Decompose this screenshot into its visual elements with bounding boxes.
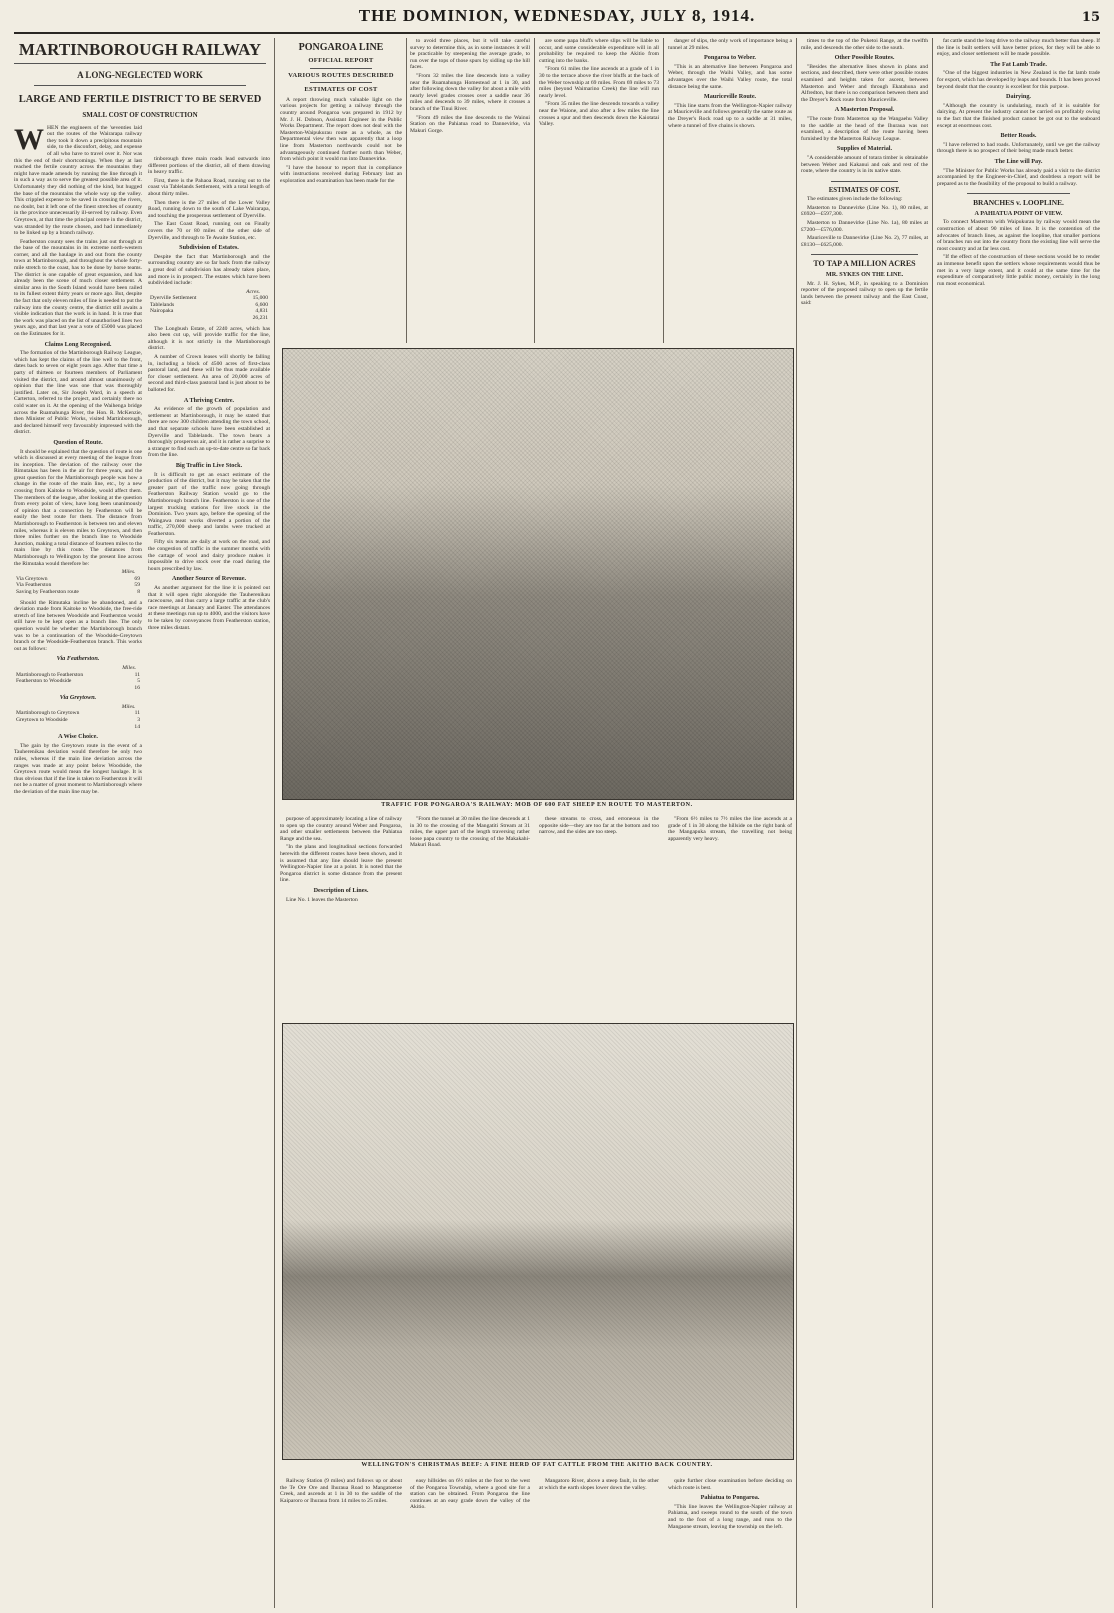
paragraph: The East Coast Road, running out on Finally covers the 70 or 80 miles of the other side of Dyerville, and through to Te Awaite Station, etc. (148, 221, 270, 241)
paragraph: are some papa bluffs where slips will be liable to occur, and some considerable expenditure will in all probability be required to keep the Akitio from cutting into the banks. (539, 38, 659, 64)
article-pongaroa-col6 (668, 38, 792, 338)
article-pongaroa-col7 (801, 38, 928, 1608)
paragraph: purpose of approximately locating a line of railway to open up the country around Weber and Pongaroa, and other smaller settlements between the Pahiatua Range and the sea. (280, 816, 402, 842)
article-pongaroa-mid4 (410, 816, 530, 1016)
deck-small-cost: SMALL COST OF CONSTRUCTION (82, 111, 198, 119)
column-rule (274, 38, 275, 1608)
paragraph: The formation of the Martinborough Railway League, which has kept the claims of the line well to the front, dates back to seven or eight years ago. After that time a party of thirteen or fourteen members of Parliament visited the district, and around almost unanimously of opinion that the line was one that was thoroughly justified. Later on, Sir Joseph Ward, in a speech at Carterton, referred to the project, and certainly there no cold water on it. At the opening of the Waihenga bridge across the Ruamahunga River, the Hon. R. McKenzie, then Minister of Public Works, visited Martinborough, and declared himself very favourably impressed with the district. (14, 350, 142, 436)
photo-cattle-herd (282, 1023, 794, 1460)
paragraph: A report throwing much valuable light on the various projects for getting a railway through the country around Pongaroa was prepared in 1912 by Mr. J. H. Dobson, Assistant Engineer in the Public Works Department. The report does not deal with the Masterton-Waipukurau route as a whole, as the Departmental view then was apparently that a loop line from Masterton northwards could not be advantageously continued further north than Weber, from which point it would run into Dannevirke. (280, 96, 402, 163)
estates-table: Acres. Dyerville Settlement 15,000 Tablelands 6,600 Nairopaka 4,831 26,231 (150, 288, 268, 322)
paragraph: "One of the biggest industries in New Zealand is the fat lamb trade for export, which has developed by leaps and bounds. It has been proved beyond doubt that the country is excellent for this purpose. (937, 70, 1100, 90)
paragraph: "If the effect of the construction of these sections would be to render an immense benefit upon the settlers whose requirements would thus be met in a very large extent, and it could at the same time for the expenditure of comparatively little public money, certainly in the long run most economical. (937, 254, 1100, 287)
paragraph: As evidence of the growth of population and settlement at Martinborough, it may be stated that there are now 300 children attending the town school, and that separate schools have been established at Dyerville and Tablelands. The town bears a thoroughly prosperous air, and it is rather a surprise to a stranger to find such an up-to-date centre so far back from the line. (148, 406, 270, 459)
column-rule (932, 38, 933, 1608)
deck-various-routes: VARIOUS ROUTES DESCRIBED (288, 71, 394, 79)
distance-table: Miles. Martinborough to Greytown 11 Greytown to Woodside 3 14 (16, 703, 140, 730)
deck-official-report: OFFICIAL REPORT (308, 57, 374, 64)
article-martinborough-col2 (148, 156, 270, 1608)
section-heading: Question of Route. (53, 438, 103, 446)
table-row: Greytown to Woodside 3 (16, 717, 140, 724)
paragraph: Featherston county sees the trains just out through at the base of the mountains in its extreme north-western corner, and all the haulage in and out from the county town at Martinborough, and throughout the whole forty-mile stretch to the coast, has to be done by horse teams. The district is one capable of great expansion, and has already been the scene of much closer settlement. A similar area in the South Island would have been railed to its fullest extent thirty years or more ago. But, despite the fact that only eleven miles of line is needed to put the railway into the county centre, the district still awaits a visible indication that the work is in hand. It is true that the work was placed on the list of unauthorised lines two years ago, and that last year a vote of £5000 was placed on the Estimates for it. (14, 238, 142, 337)
table-row: Nairopaka 4,831 (150, 308, 268, 315)
table-row: 14 (134, 723, 140, 730)
distance-table: Miles. Martinborough to Featherston 11 Featherston to Woodside 5 16 (16, 664, 140, 691)
paragraph: danger of slips, the only work of importance being a tunnel at 29 miles. (668, 38, 792, 51)
paragraph: "From 35 miles the line descends towards a valley near the Waione, and also after a few miles the line crosses a spur and then descends down the Kaiotatai Valley. (539, 101, 659, 128)
paragraph: A number of Crown leases will shortly be falling in, including a block of 4500 acres of first-class pastoral land, and these will be thus made available for closer settlement. An area of 20,000 acres of second and third-class pastoral land is just about to be balloted for. (148, 354, 270, 393)
table-title: Via Featherston. (56, 655, 100, 663)
paragraph: "The Minister for Public Works has already paid a visit to the district accompanied by the Engineer-in-Chief, and doubtless a report will be prepared as to the feasibility of the proposal to build a railway. (937, 167, 1100, 187)
paragraph: "I have referred to bad roads. Unfortunately, until we get the railway through there is no prospect of their being made much better. (937, 141, 1100, 155)
section-heading-estimates: ESTIMATES OF COST. (828, 186, 901, 194)
section-heading: Dairying. (1006, 93, 1031, 101)
paragraph: The Longbush Estate, of 2240 acres, which has also been cut up, will provide traffic for the line, although it is not strictly in the Martinborough district. (148, 325, 270, 352)
paragraph: As another argument for the line it is pointed out that it will open right alongside the Tauherenikau racecourse, and thus carry a large traffic at the club's race meetings at January and Easter. The attendances at these meetings run up to 4000, and the visitors have to be taken by conveyances from Featherston station, three miles distant. (148, 585, 270, 631)
paragraph: Despite the fact that Martinborough and the surrounding country are so far back from the railway a great deal of subdivision has already taken place, and more is in prospect. The estates which have been subdivided include: (148, 253, 270, 287)
paragraph: "I have the honour to report that in compliance with instructions received during February last an exploration and examination has been made for the (280, 164, 402, 184)
estimate-line: Masterton to Dannevirke (Line No. 1), 80 miles, at £6920—£597,300. (801, 204, 928, 218)
section-heading: Claims Long Recognised. (44, 340, 112, 348)
deck-large-fertile: LARGE AND FERTILE DISTRICT TO BE SERVED (18, 94, 262, 105)
paragraph: to avoid three places, but it will take careful survey to determine this, as in some instances it will be practicable by steepening the average grade, to run over the tops of those spurs by sidling up the hill faces. (410, 38, 530, 71)
table-row: 26,231 (252, 315, 268, 322)
paragraph: Railway Station (9 miles) and follows up or about the Te Ore Ore and Ihuraua Road to Mangatoetoe Creek, and ascends at 1 in 30 to the saddle of the Kaiparoro or Ihuraua from 14 miles to 25 miles. (280, 1478, 402, 1504)
table-row: Via Featherston 59 (16, 582, 140, 589)
section-heading: Mauriceville Route. (703, 93, 757, 101)
article-pongaroa-col5 (539, 38, 659, 338)
table-row: Martinborough to Greytown 11 (16, 710, 140, 717)
paragraph: Then there is the 27 miles of the Lower Valley Road, running down to the south of Lake Wairarapa, and touching the prosperous settlement of Dyerville. (148, 199, 270, 219)
paragraph: "Besides the alternative lines shown in plans and sections, and described, there were other possible routes examined and heights taken for ascent, between Masterton and Weber and through Ekatahuna and Alfredton, but there is no comparison between them and the Dreyer's Rock route from Mauriceville. (801, 63, 928, 103)
section-heading: Another Source of Revenue. (171, 575, 246, 583)
paragraph: Fifty six teams are daily at work on the road, and the congestion of traffic in the summer months with the cartage of wool and dairy produce makes it impossible to drive stock over the road during the hours prescribed by law. (148, 539, 270, 572)
paragraph: "Although the country is undulating, much of it is suitable for dairying. At present the industry cannot be carried on profitably owing to the fact that the finished product cannot be got out to the seaboard except at enormous cost. (937, 102, 1100, 129)
paragraph: First, there is the Pahaoa Road, running out to the coast via Tablelands Settlement, with a total length of about thirty miles. (148, 177, 270, 197)
section-heading: A Thriving Centre. (183, 396, 235, 404)
section-heading: The Fat Lamb Trade. (990, 60, 1047, 68)
paragraph: "This line leaves the Wellington-Napier railway at Pahiatua, and sweeps round to the south of the town and to the foot of a long range, and runs to the Mangaone stream, leaving the township on the left. (668, 1503, 792, 1530)
paragraph: "From 6½ miles to 7½ miles the line ascends at a grade of 1 in 30 along the hillside on the right bank of the Mangapuka stream, the travelling not being apparently very heavy. (668, 816, 792, 842)
section-heading: The Line will Pay. (994, 157, 1043, 165)
section-heading: A Wise Choice. (58, 733, 98, 741)
article-pongaroa-bot6 (668, 1478, 792, 1606)
column-rule (663, 38, 664, 343)
dropcap-letter: W (14, 122, 44, 156)
paragraph: "In the plans and longitudinal sections forwarded herewith the different routes have been shown, and it is assumed that any line should leave the present Wellington-Napier line at a point. It is noted that the Pongaroa district is some distance from the present line. (280, 844, 402, 884)
headline-martinborough: MARTINBOROUGH RAILWAY (14, 40, 266, 64)
paragraph: these streams to cross, and erroneous in the opposite side—they are too far at the bottom and too narrow, and the sides are too steep. (539, 816, 659, 836)
article-pongaroa-col4 (410, 38, 530, 338)
paragraph: Mr. J. H. Sykes, M.P., in speaking to a Dominion reporter of the proposed railway to open up the fertile lands between the present railway and the East Coast, said: (801, 280, 928, 307)
paragraph: "A considerable amount of totara timber is obtainable between Weber and Kakanui and oak and rest of the route, where the country is in its native state. (801, 154, 928, 175)
paragraph: "From 49 miles the line descends to the Wainui Station on the Pahiatua road to Dannevirke, via Makuri Gorge. (410, 114, 530, 134)
paragraph: Should the Rimutaka incline be abandoned, and a deviation made from Kaitoke to Woodside, the free-ride stretch of line between Woodside and Featherston would still have to be kept open as a branch line. The only question would be whether the Martinborough branch was to be a continuation of the Woodside-Greytown branch or the Woodside-Featherston branch. This works out as follows: (14, 599, 142, 652)
article-pongaroa-bot5 (539, 1478, 659, 1606)
table-row: Featherston to Woodside 5 (16, 678, 140, 685)
table-row: Tablelands 6,600 (150, 301, 268, 308)
paragraph: The estimates given include the following: (807, 196, 903, 203)
article-pongaroa-mid5 (539, 816, 659, 1016)
headline-pongaroa: PONGAROA LINE (298, 42, 384, 53)
article-pongaroa-bot4 (410, 1478, 530, 1606)
deck-long-neglected: A LONG-NEGLECTED WORK (77, 70, 203, 80)
column-rule (406, 38, 407, 343)
paragraph: "From the tunnel at 30 miles the line descends at 1 in 30 to the crossing of the Mangatiti Stream at 31 miles, the upper part of the length traversing rather loose papa country to the crossing of the Makakahi-Makuri Road. (410, 816, 530, 849)
photo-caption-sheep: TRAFFIC FOR PONGAROA'S RAILWAY: MOB OF 600 FAT SHEEP EN ROUTE TO MASTERTON. (381, 802, 693, 808)
headline-branches-loopline: BRANCHES v. LOOPLINE. (973, 198, 1064, 208)
page-columns (14, 38, 1100, 1608)
paragraph: The gain by the Greytown route in the event of a Tauherenikau deviation would therefore be only two miles, whereas if the main line deviation across the ranges was made at any point below Woodside, the Greytown route would mean the longest haulage. It is thus obvious that if the line is taken to Featherston it will not be a matter of great moment to Martinborough where the deviation of the main line may be. (14, 742, 142, 795)
column-rule (534, 38, 535, 343)
distance-table: Miles. Via Greytown 69 Via Featherston 59 Saving by Featherston route 8 (16, 569, 140, 595)
article-pongaroa-mid3 (280, 816, 402, 1016)
table-row: Saving by Featherston route 8 (16, 588, 140, 595)
section-heading: Subdivision of Estates. (179, 244, 239, 252)
paragraph: times to the top of the Puketoi Range, at the twelfth mile, and descends the other side to the south. (801, 38, 928, 51)
photo-caption-cattle: WELLINGTON'S CHRISTMAS BEEF: A FINE HERD OF FAT CATTLE FROM THE AKITIO BACK COUNTRY. (361, 1462, 713, 1468)
masthead (14, 6, 1100, 34)
paragraph: "This is an alternative line between Pongaroa and Weber, through the Waihi Valley, and has some advantages over the Waihi Valley route, the total distance being the same. (668, 63, 792, 90)
section-heading: Other Possible Routes. (834, 54, 895, 62)
paragraph: "This line starts from the Wellington-Napier railway at Mauriceville and follows generally the same route as the Dreyer's Rock road up to a saddle at 31 miles, where a tunnel of five chains is shown. (668, 102, 792, 129)
estimate-line: Mauriceville to Dannevirke (Line No. 2), 77 miles, at £8130—£625,000. (801, 235, 928, 248)
paragraph: quite further close examination before deciding on which route is best. (668, 1478, 792, 1491)
paragraph: "From 61 miles the line ascends at a grade of 1 in 30 to the terrace above the river bluffs at the back of the Weber township at 69 miles. From 69 miles to 73 miles (beyond Waimarino Creek) the line will run nearly level. (539, 66, 659, 99)
paragraph: easy hillsides on 6½ miles at the foot to the west of the Pongaroa Township, where a good site for a station can be obtained. From Pongaroa the line continues at an easy grade down the valley of the Akitio. (410, 1478, 530, 1511)
paragraph: tinborough three main roads lead outwards into different portions of the district, all of them drawing in heavy traffic. (148, 156, 270, 176)
estimate-line: Masterton to Dannevirke (Line No. 1a), 80 miles at £7200—£576,000. (801, 220, 928, 233)
article-pongaroa-mid6 (668, 816, 792, 1016)
newspaper-title: THE DOMINION, WEDNESDAY, JULY 8, 1914. (358, 6, 756, 25)
section-heading: Supplies of Material. (836, 145, 893, 153)
article-pongaroa-bot3 (280, 1478, 402, 1606)
section-heading: Pongaroa to Weber. (704, 54, 756, 62)
table-row: 16 (134, 684, 140, 691)
paragraph: "The route from Masterton up the Wangaehu Valley to the saddle at the head of the Ihuraua was not examined, a description of the route having been furnished by the Masterton Railway League. (801, 115, 928, 142)
photo-sheep-mob (282, 348, 794, 800)
section-heading: A Masterton Proposal. (834, 106, 895, 114)
deck-estimates: ESTIMATES OF COST (304, 86, 378, 94)
article-col8 (937, 38, 1100, 1608)
section-heading: Big Traffic in Live Stock. (175, 461, 243, 469)
page-number: 15 (1081, 10, 1100, 25)
paragraph: HEN the engineers of the 'seventies laid out the routes of the Wairarapa railway they took it down a precipitous mountain side, to the disconfort, delay, and expense of all who have to travel over it. Nor was this the end of their shortcomings. When they at last reached the fertile country across the mountains they might have made amends by running the line through it in such a way as to serve the greatest possible area of it. Unfortunately they did nothing of the kind, but hugged the base of the mountains the whole way up the valley. This crippled expense to be saved in crossing the rivers, no doubt, but it left one of the finest stretches of country in the province unnecessarily ill-served by railway. Even Greytown, at that time the principal centre in the district, was stranded by the route chosen, and had immediately to be linked up by a branch railway. (14, 124, 142, 237)
article-pongaroa (280, 38, 402, 338)
paragraph: To connect Masterton with Waipukurau by railway would mean the construction of about 90 miles of line. It is the contention of the advocates of branch lines, as against the loopline, that smaller portions of branches run out into the country from the existing line will serve the most country and at far less cost. (937, 219, 1100, 252)
column-rule (796, 38, 797, 1608)
table-row: Dyerville Settlement 15,000 (150, 295, 268, 302)
paragraph: "From 32 miles the line descends into a valley near the Ruamahunga Homestead at 1 in 30, and after following down the valley for about a mile with nearly level grades crosses over a saddle near 36 miles and descends to 39 miles, where it crosses a branch of the Tinui River. (410, 72, 530, 112)
deck-pahiatua-view: A PAHIATUA POINT OF VIEW. (974, 209, 1063, 217)
section-heading: Pahiatua to Pongaroa. (700, 1494, 760, 1502)
deck-sykes: MR. SYKES ON THE LINE. (825, 271, 904, 279)
table-row: Via Greytown 69 (16, 575, 140, 582)
section-heading: Description of Lines. (313, 886, 369, 894)
table-title: Via Greytown. (59, 694, 97, 702)
paragraph: Line No. 1 leaves the Masterton (286, 896, 358, 903)
headline-tap-million: TO TAP A MILLION ACRES (813, 259, 916, 269)
table-row: Martinborough to Featherston 11 (16, 671, 140, 678)
section-heading: Better Roads. (1000, 132, 1037, 140)
paragraph: Mangatoro River, above a steep fault, in the other at which the earth slopes lower down the valley. (539, 1478, 659, 1491)
paragraph: It is difficult to get an exact estimate of the production of the district, but it may be taken that the greater part of the traffic now going through Featherston Railway Station would go to the Martinborough branch line. Featherston is one of the largest trucking stations for live stock in the Dominion. Two years ago, before the opening of the Waingawa meat works diverted a portion of the traffic, 270,000 sheep and lambs were trucked at Featherston. (148, 471, 270, 537)
paragraph: It should be explained that the question of route is one which is discussed at every meeting of the league from its inception. The deviation of the railway over the Rimutakas has been in the air for three years, and the great question for the Martinborough people was how a change in the route of the main line, etc., by a new crossing from Kaitoke to Woodside, would affect them. The members of the league, after looking at the question from every point of view, have long been unanimously of opinion that a connection by Featherston will be easily the best route for them. The distance from Martinborough to Featherston is between ten and eleven miles, whereas it is eleven miles to Greytown, and then three miles further on the branch line to Woodside Junction, making a total distance of fourteen miles to the main line by this route. The distances from Martinborough to Wellington by the present line across the Rimutaka would therefore be: (14, 448, 142, 567)
paragraph: fat cattle stand the long drive to the railway much better than sheep. If the line is built settlers will have better prices, for they will be able to enjoy, and closer settlement will be made possible. (937, 38, 1100, 58)
